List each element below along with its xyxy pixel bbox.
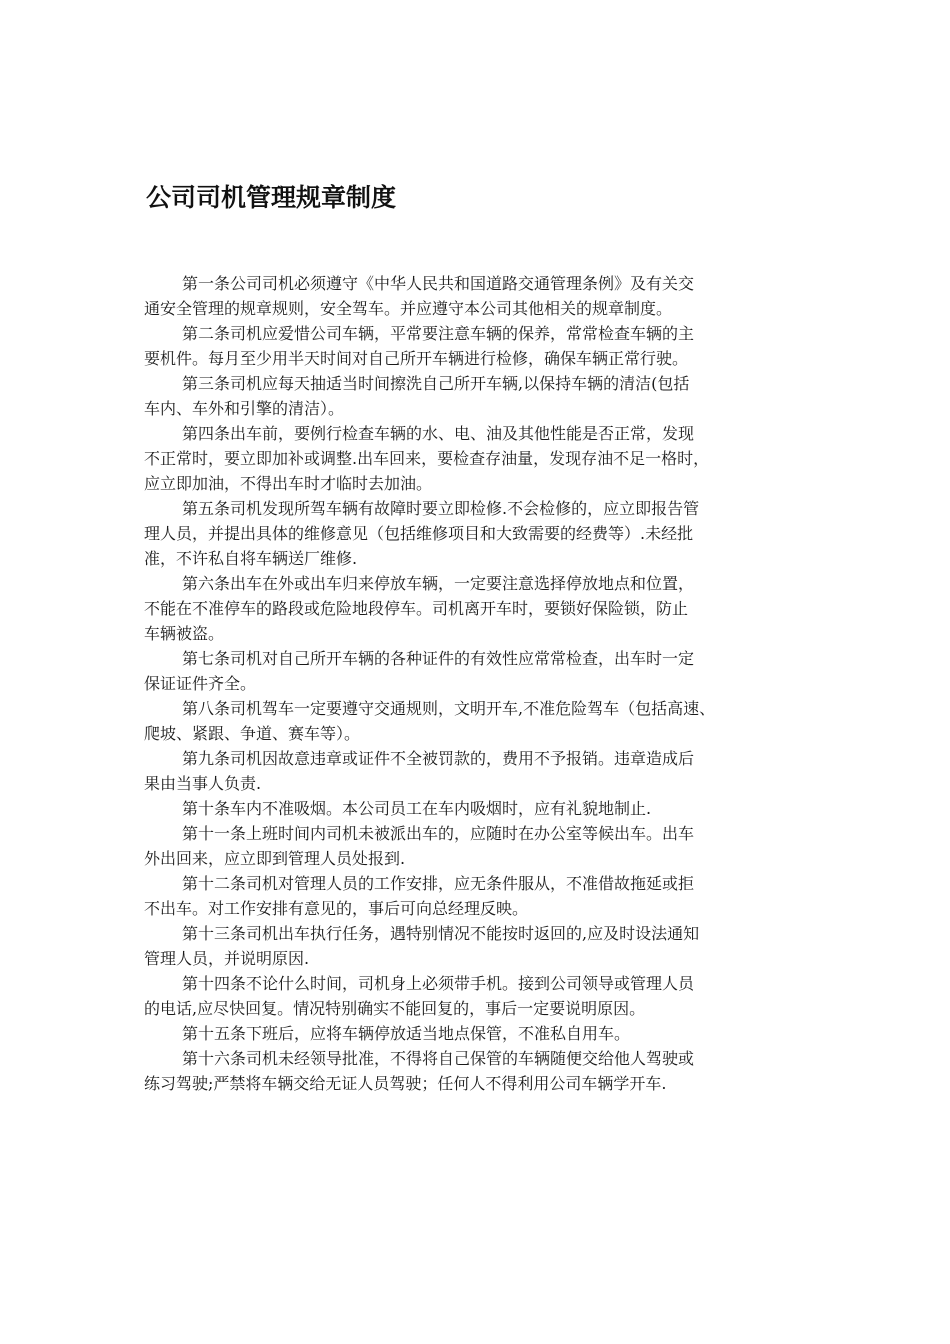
article-4-paragraph: 第四条出车前，要例行检查车辆的水、电、油及其他性能是否正常，发现 不正常时，要立即加补或调整.出车回来，要检查存油量，发现存油不足一格时， 应立即加油，不得出车时才临时去加油。 <box>144 424 710 493</box>
article-9-paragraph: 第九条司机因故意违章或证件不全被罚款的，费用不予报销。违章造成后 果由当事人负责. <box>144 749 695 793</box>
article-14-paragraph: 第十四条不论什么时间，司机身上必须带手机。接到公司领导或管理人员 的电话,应尽快回复。情况特别确实不能回复的，事后一定要说明原因。 <box>144 974 695 1018</box>
article-5-paragraph: 第五条司机发现所驾车辆有故障时要立即检修.不会检修的，应立即报告管 理人员，并提出具体的维修意见（包括维修项目和大致需要的经费等）.未经批 准，不许私自将车辆送厂维修. <box>144 499 700 568</box>
document-title: 公司司机管理规章制度 <box>146 183 397 212</box>
article-16-paragraph: 第十六条司机未经领导批准，不得将自己保管的车辆随便交给他人驾驶或 练习驾驶;严禁将车辆交给无证人员驾驶；任何人不得利用公司车辆学开车. <box>144 1049 695 1093</box>
article-7-paragraph: 第七条司机对自己所开车辆的各种证件的有效性应常常检查，出车时一定 保证证件齐全。 <box>144 649 695 693</box>
article-2-paragraph: 第二条司机应爱惜公司车辆，平常要注意车辆的保养，常常检查车辆的主 要机件。每月至少用半天时间对自己所开车辆进行检修，确保车辆正常行驶。 <box>144 324 695 368</box>
document-body <box>144 271 824 1096</box>
article-6-paragraph: 第六条出车在外或出车归来停放车辆，一定要注意选择停放地点和位置， 不能在不准停车的路段或危险地段停车。司机离开车时，要锁好保险锁，防止 车辆被盗。 <box>144 574 695 643</box>
article-13-paragraph: 第十三条司机出车执行任务，遇特别情况不能按时返回的,应及时设法通知 管理人员，并说明原因. <box>144 924 700 968</box>
article-8-paragraph: 第八条司机驾车一定要遵守交通规则，文明开车,不准危险驾车（包括高速、 爬坡、紧跟、争道、赛车等）。 <box>144 699 716 743</box>
article-11-paragraph: 第十一条上班时间内司机未被派出车的，应随时在办公室等候出车。出车 外出回来，应立即到管理人员处报到. <box>144 824 695 868</box>
article-1-paragraph: 第一条公司司机必须遵守《中华人民共和国道路交通管理条例》及有关交 通安全管理的规章规则，安全驾车。并应遵守本公司其他相关的规章制度。 <box>144 274 695 318</box>
article-10-paragraph: 第十条车内不准吸烟。本公司员工在车内吸烟时，应有礼貌地制止. <box>182 799 652 818</box>
article-3-paragraph: 第三条司机应每天抽适当时间擦洗自己所开车辆,以保持车辆的清洁(包括 车内、车外和引擎的清洁）。 <box>144 374 690 418</box>
article-12-paragraph: 第十二条司机对管理人员的工作安排，应无条件服从，不准借故拖延或拒 不出车。对工作安排有意见的，事后可向总经理反映。 <box>144 874 695 918</box>
article-15-paragraph: 第十五条下班后，应将车辆停放适当地点保管，不准私自用车。 <box>182 1024 631 1043</box>
